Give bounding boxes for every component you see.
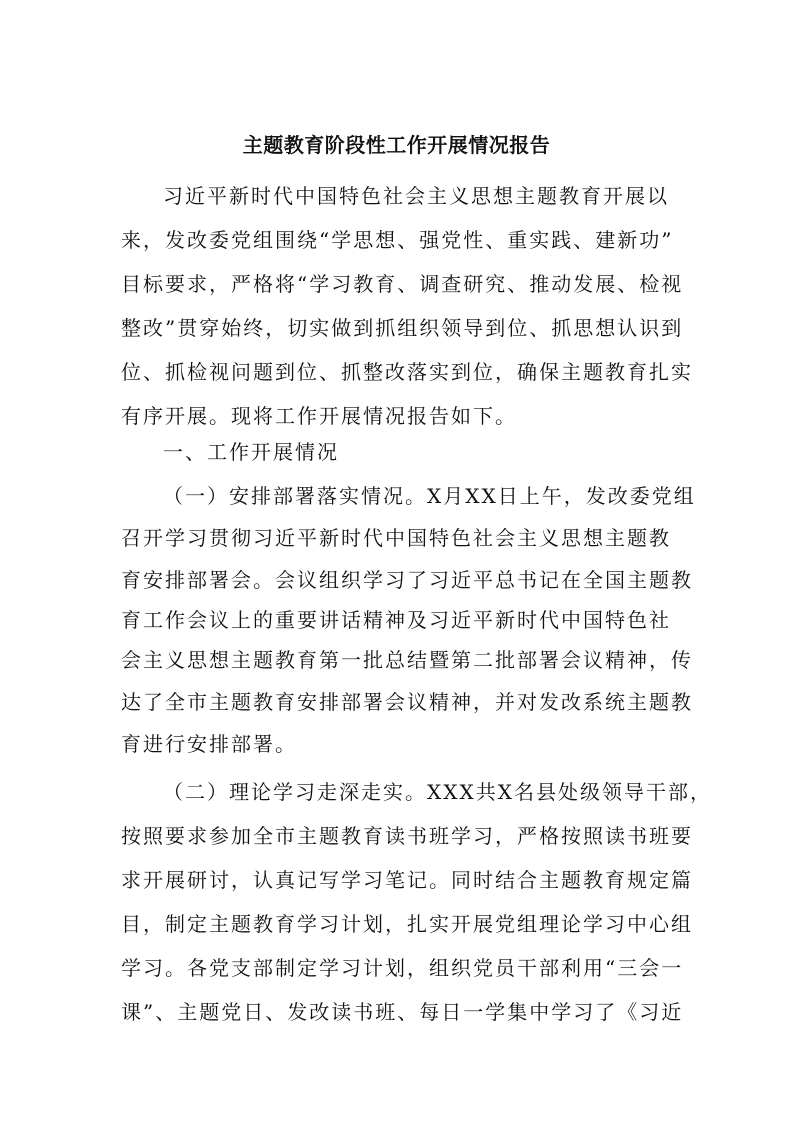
paragraph-line: 位、抓检视问题到位、抓整改落实到位，确保主题教育扎实 [121, 360, 693, 384]
paragraph-line: 课”、主题党日、发改读书班、每日一学集中学习了《习近 [121, 1000, 684, 1024]
paragraph-line: 会主义思想主题教育第一批总结暨第二批部署会议精神，传 [121, 648, 693, 672]
paragraph-line: （一）安排部署落实情况。X月XX日上午，发改委党组 [163, 484, 696, 508]
paragraph-line: 目标要求，严格将“学习教育、调查研究、推动发展、检视 [121, 272, 684, 296]
document-title: 主题教育阶段性工作开展情况报告 [242, 133, 551, 157]
paragraph-line: 有序开展。现将工作开展情况报告如下。 [121, 404, 517, 428]
paragraph-line: （二）理论学习走深走实。XXX共X名县处级领导干部， [163, 780, 712, 804]
paragraph-line: 按照要求参加全市主题教育读书班学习，严格按照读书班要 [121, 824, 693, 848]
paragraph-line: 目，制定主题教育学习计划，扎实开展党组理论学习中心组 [121, 912, 693, 936]
paragraph-line: 达了全市主题教育安排部署会议精神，并对发改系统主题教 [121, 690, 693, 714]
paragraph-line: 求开展研讨，认真记写学习笔记。同时结合主题教育规定篇 [121, 868, 693, 892]
paragraph-line: 育安排部署会。会议组织学习了习近平总书记在全国主题教 [121, 568, 693, 592]
paragraph-line: 习近平新时代中国特色社会主义思想主题教育开展以 [163, 184, 669, 208]
paragraph-line: 育工作会议上的重要讲话精神及习近平新时代中国特色社 [121, 608, 671, 632]
paragraph-line: 来，发改委党组围绕“学思想、强党性、重实践、建新功” [121, 228, 674, 252]
paragraph-line: 召开学习贯彻习近平新时代中国特色社会主义思想主题教 [121, 526, 671, 550]
section-heading: 一、工作开展情况 [163, 440, 339, 464]
paragraph-line: 整改”贯穿始终，切实做到抓组织领导到位、抓思想认识到 [121, 316, 684, 340]
paragraph-line: 学习。各党支部制定学习计划，组织党员干部利用“三会一 [121, 956, 684, 980]
paragraph-line: 育进行安排部署。 [121, 732, 297, 756]
